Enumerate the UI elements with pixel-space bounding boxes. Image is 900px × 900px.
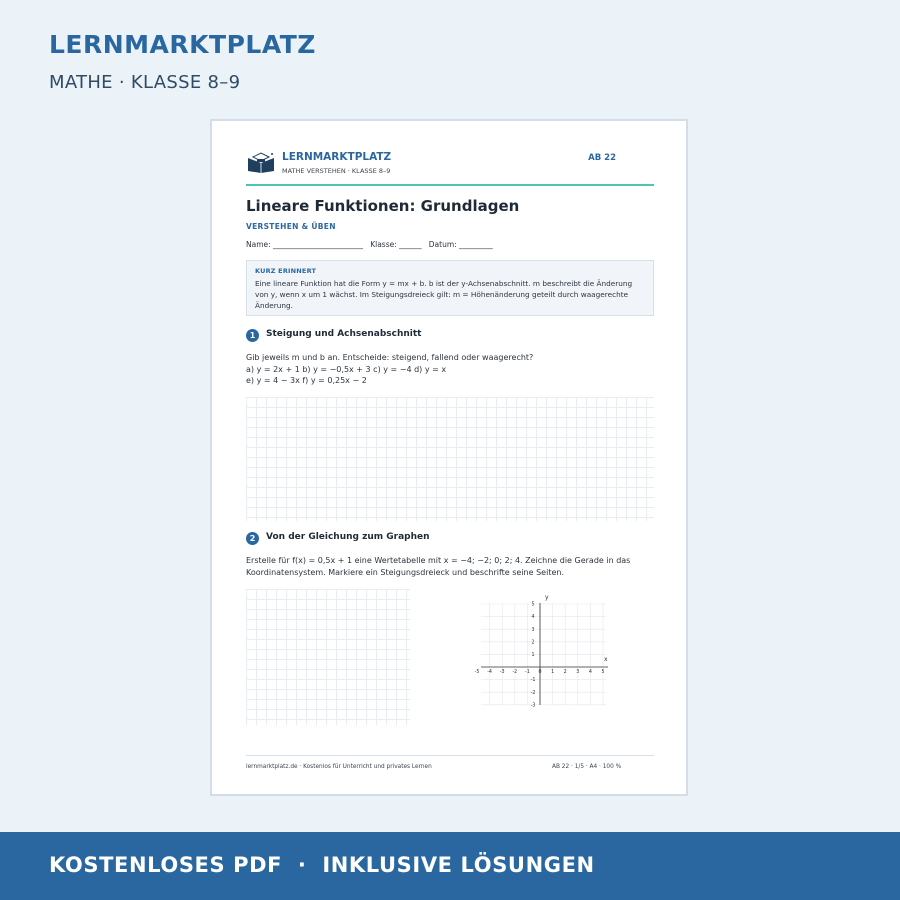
header-divider — [246, 184, 654, 186]
y-axis-label: y — [545, 594, 549, 601]
recall-box — [246, 260, 654, 316]
y-tick-label: -3 — [530, 703, 536, 709]
x-tick-label: 2 — [563, 670, 567, 675]
y-tick-label: 4 — [531, 615, 535, 621]
task-1-line-3: e) y = 4 − 3x f) y = 0,25x − 2 — [246, 376, 367, 386]
y-tick-label: 1 — [531, 653, 535, 658]
x-tick-label: -3 — [499, 670, 505, 675]
x-tick-label: 4 — [588, 670, 592, 675]
answer-grid-2 — [246, 589, 410, 725]
sheet-kicker: VERSTEHEN & ÜBEN — [246, 222, 336, 231]
task-1-line-2: a) y = 2x + 1 b) y = −0,5x + 3 c) y = −4 d) y = x — [246, 364, 447, 374]
x-tick-label: 3 — [576, 670, 580, 675]
task-1-number: 1 — [246, 329, 259, 342]
y-tick-label: 2 — [531, 640, 535, 646]
brand-heading: LERNMARKTPLATZ — [49, 30, 316, 59]
bottom-banner — [0, 832, 900, 900]
sheet-brand-subtitle: MATHE VERSTEHEN · KLASSE 8–9 — [282, 167, 391, 175]
y-tick-label: -1 — [530, 678, 536, 684]
task-1-line-1: Gib jeweils m und b an. Entscheide: steigend, fallend oder waagerecht? — [246, 353, 534, 362]
banner-text: KOSTENLOSES PDF · INKLUSIVE LÖSUNGEN — [49, 853, 595, 877]
coordinate-system — [474, 591, 614, 709]
subject-subtitle: MATHE · KLASSE 8–9 — [49, 72, 241, 93]
y-tick-label: -2 — [530, 690, 536, 696]
footer-right: AB 22 · 1/5 · A4 · 100 % — [552, 764, 622, 770]
y-tick-label: 5 — [531, 602, 535, 608]
x-tick-label: 0 — [538, 670, 542, 675]
task-2-title: Von der Gleichung zum Graphen — [266, 532, 430, 542]
x-tick-label: 5 — [601, 670, 605, 675]
answer-grid-1 — [246, 397, 654, 521]
task-1-text — [246, 352, 654, 387]
x-tick-label: -2 — [512, 670, 518, 675]
name-class-date-row: Name: ________________________ Klasse: ______ Datum: _________ — [246, 240, 493, 249]
task-1-title: Steigung und Achsenabschnitt — [266, 329, 422, 339]
x-tick-label: -4 — [487, 670, 492, 675]
x-tick-label: -1 — [525, 670, 530, 675]
recall-text: Eine lineare Funktion hat die Form y = mx + b. b ist der y-Achsenabschnitt. m beschreibt die Änderung von y, wenn x um 1 wächst. Im Steigungsdreieck gilt: m = Höhenänderung geteilt durch waagerechte Änderung. — [255, 279, 633, 310]
graduation-cap-book-icon — [247, 151, 275, 173]
sheet-code: AB 22 — [588, 153, 616, 163]
x-tick-label: 1 — [551, 670, 555, 675]
footer-left: lernmarktplatz.de · Kostenlos für Unterricht und privates Lernen — [246, 764, 432, 770]
x-axis-label: x — [604, 656, 608, 663]
sheet-brand: LERNMARKTPLATZ — [282, 151, 392, 163]
recall-label: KURZ ERINNERT — [255, 267, 317, 275]
worksheet-preview[interactable] — [210, 119, 688, 796]
sheet-title: Lineare Funktionen: Grundlagen — [246, 197, 520, 215]
y-tick-label: 3 — [531, 627, 535, 633]
task-2-text: Erstelle für f(x) = 0,5x + 1 eine Wertetabelle mit x = −4; −2; 0; 2; 4. Zeichne die Gerade in das Koordinatensystem. Markiere ein Steigungsdreieck und beschrifte seine Seiten. — [246, 556, 631, 577]
footer-divider — [246, 755, 654, 756]
task-2-number: 2 — [246, 532, 259, 545]
x-tick-label: -5 — [474, 670, 480, 675]
